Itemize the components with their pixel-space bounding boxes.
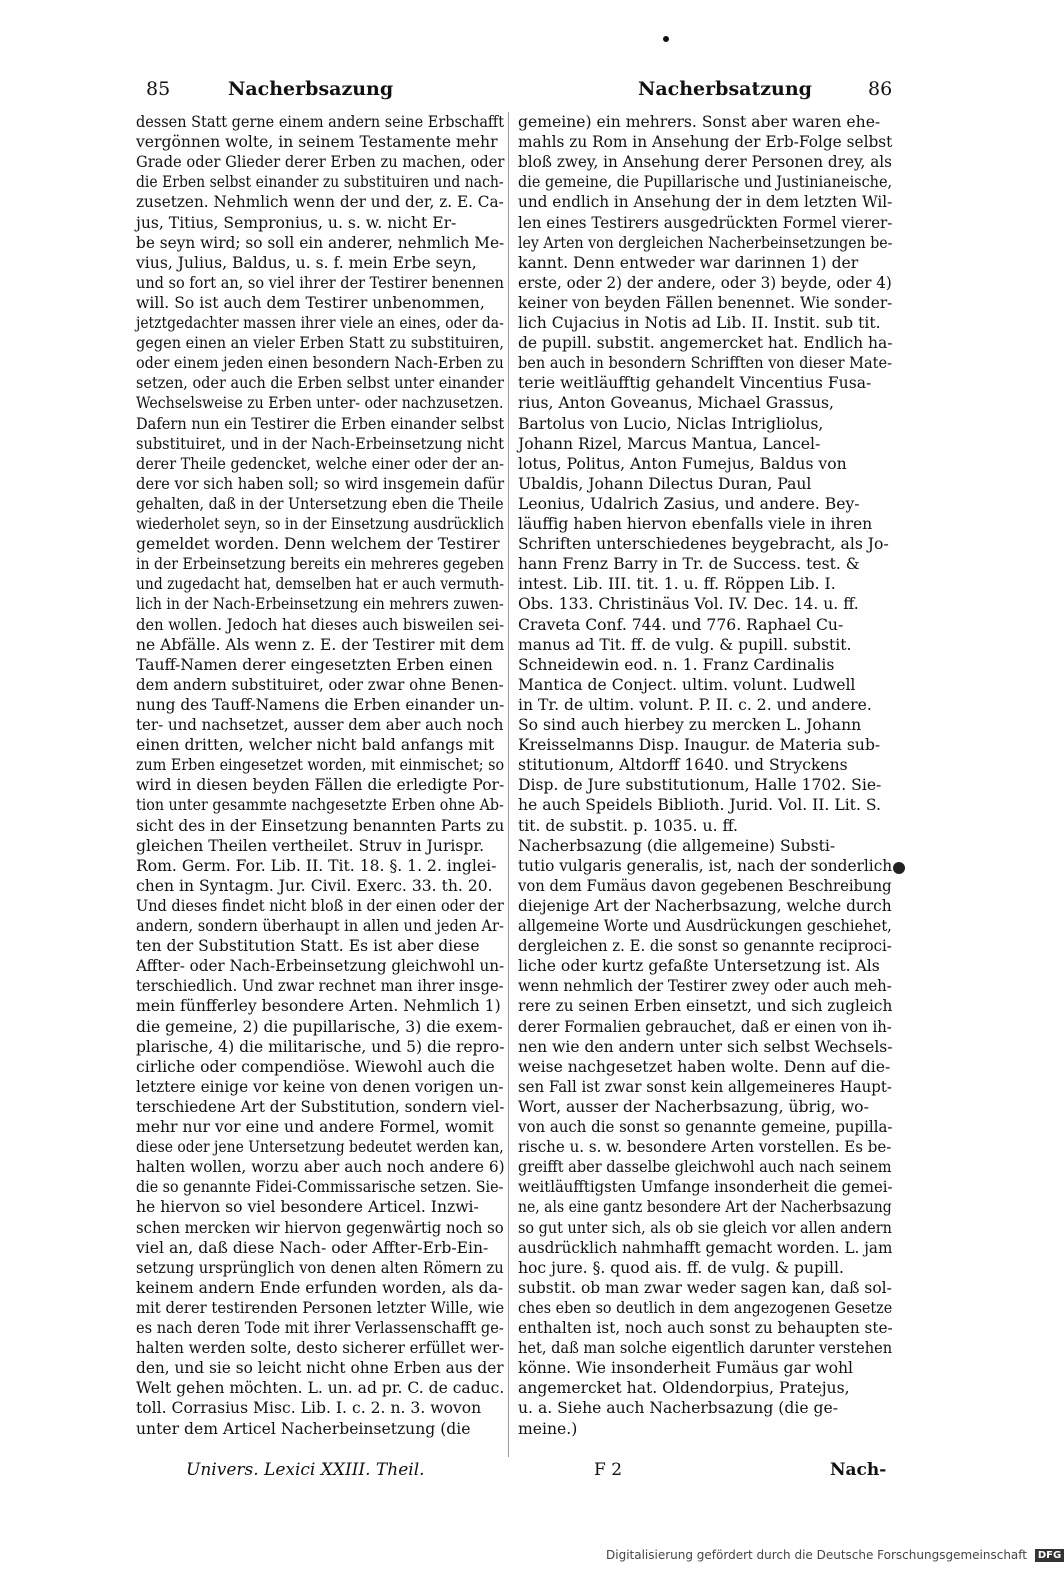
text-line: vergönnen wolte, in seinem Testamente mehr <box>136 133 498 152</box>
text-line: mahls zu Rom in Ansehung der Erb-Folge selbst <box>518 133 893 152</box>
text-line: hann Frenz Barry in Tr. de Success. test. & <box>518 555 860 574</box>
text-line: rische u. s. w. besondere Arten vorstellen. Es be- <box>518 1138 892 1157</box>
dfg-logo: DFG <box>1035 1549 1064 1562</box>
text-line: Ubaldis, Johann Dilectus Duran, Paul <box>518 474 812 493</box>
text-line: diese oder jene Untersetzung bedeutet werden kan, <box>136 1138 504 1157</box>
text-line: ten der Substitution Statt. Es ist aber diese <box>136 937 480 956</box>
text-line: weitläufftigsten Umfange insonderheit die gemei- <box>518 1178 893 1197</box>
text-line: len eines Testirers ausgedrückten Formel vierer- <box>518 213 893 232</box>
text-line: so gut unter sich, als ob sie gleich vor allen andern <box>518 1218 892 1237</box>
text-line: letztere einige vor keine von denen vorigen un- <box>136 1077 504 1096</box>
text-line: angemercket hat. Oldendorpius, Pratejus, <box>518 1379 850 1398</box>
text-line: dere vor sich haben soll; so wird insgemein dafür <box>136 474 505 493</box>
text-line: u. a. Siehe auch Nacherbsazung (die ge- <box>518 1399 839 1418</box>
text-line: Leonius, Udalrich Zasius, und andere. Bey- <box>518 494 860 513</box>
text-line: cirliche oder compendiöse. Wiewohl auch die <box>136 1057 495 1076</box>
text-line: Bartolus von Lucio, Niclas Intrigliolus, <box>518 414 824 433</box>
text-line: zusetzen. Nehmlich wenn der und der, z. E. Ca- <box>136 193 504 212</box>
text-line: mein fünfferley besondere Arten. Nehmlich 1) <box>136 997 501 1016</box>
text-line: es nach deren Tode mit ihrer Verlassenschafft ge- <box>136 1319 504 1337</box>
text-line: in Tr. de ultim. volunt. P. II. c. 2. und andere. <box>518 695 872 714</box>
text-line: rius, Anton Goveanus, Michael Grassus, <box>518 394 834 413</box>
text-line: Kreisselmanns Disp. Inaugur. de Materia sub- <box>518 736 881 755</box>
text-line: stitutionum, Altdorff 1640. und Stryckens <box>518 756 848 775</box>
text-line: de pupill. substit. angemercket hat. Endlich ha- <box>518 334 893 353</box>
right-running-title: Nacherbsatzung <box>638 78 812 100</box>
text-line: von dem Fumäus davon gegebenen Beschreibung <box>518 876 892 895</box>
text-line: derer Theile gedencket, welche einer oder der an- <box>136 454 505 473</box>
text-line: dessen Statt gerne einem andern seine Erbschafft <box>136 113 505 131</box>
left-page-number: 85 <box>146 78 171 100</box>
text-line: jus, Titius, Sempronius, u. s. w. nicht Er- <box>136 213 457 232</box>
text-line: So sind auch hierbey zu mercken L. Johann <box>518 716 862 734</box>
text-line: Mantica de Conject. ultim. volunt. Ludwell <box>518 675 856 694</box>
digitization-credit <box>606 1548 1064 1562</box>
text-line: und so fort an, so viel ihrer der Testirer benennen <box>136 273 505 292</box>
text-line: Craveta Conf. 744. und 776. Raphael Cu- <box>518 615 844 634</box>
text-line: liche oder kurtz gefaßte Untersetzung ist. Als <box>518 957 880 976</box>
text-line: hoc jure. §. quod ais. ff. de vulg. & pupill. <box>518 1258 844 1277</box>
text-line: in der Erbeinsetzung bereits ein mehreres gegeben <box>136 555 504 574</box>
text-line: het, daß man solche eigentlich darunter verstehen <box>518 1339 893 1358</box>
text-line: Schneidewin eod. n. 1. Franz Cardinalis <box>518 655 835 674</box>
text-line: schen mercken wir hiervon gegenwärtig noch so <box>136 1218 504 1237</box>
text-line: lich in der Nach-Erbeinsetzung ein mehrers zuwen- <box>136 595 504 614</box>
text-line: Dafern nun ein Testirer die Erben einander selbst <box>136 414 505 433</box>
text-line: und endlich in Ansehung der in dem letzten Wil- <box>518 193 893 212</box>
text-line: keinem andern Ende erfunden worden, als da- <box>136 1278 504 1297</box>
text-line: rere zu seinen Erben einsetzt, und sich zugleich <box>518 997 893 1016</box>
text-line: sicht des in der Einsetzung benannten Parts zu <box>136 816 505 835</box>
text-line: toll. Corrasius Misc. Lib. I. c. 2. n. 3. wovon <box>136 1399 482 1418</box>
text-line: nung des Tauff-Namens die Erben einander un- <box>136 695 505 714</box>
text-line: Wechselsweise zu Erben unter- oder nachzusetzen. <box>136 394 504 413</box>
text-line: läuffig haben hiervon ebenfalls viele in ihren <box>518 515 873 533</box>
text-line: lotus, Politus, Anton Fumejus, Baldus von <box>518 454 847 473</box>
text-line: will. So ist auch dem Testirer unbenommen, <box>136 293 485 312</box>
text-line: greifft aber dasselbe gleichwohl auch nach seinem <box>518 1158 892 1177</box>
text-line: plarische, 4) die militarische, und 5) die repro- <box>136 1037 505 1056</box>
text-line: chen in Syntagm. Jur. Civil. Exerc. 33. th. 20. <box>136 876 493 895</box>
text-line: wird in diesen beyden Fällen die erledigte Por- <box>136 776 505 795</box>
text-line: könne. Wie insonderheit Fumäus gar wohl <box>518 1359 854 1378</box>
right-page-number: 86 <box>868 78 893 100</box>
text-line: Grade oder Glieder derer Erben zu machen, oder <box>136 153 505 172</box>
text-line: Johann Rizel, Marcus Mantua, Lancel- <box>518 434 821 453</box>
text-line: halten wollen, worzu aber auch noch andere 6) <box>136 1158 505 1177</box>
text-line: gehalten, daß in der Untersetzung eben die Theile <box>136 494 504 513</box>
text-line: lich Cujacius in Notis ad Lib. II. Instit. sub tit. <box>518 314 881 332</box>
text-line: ausdrücklich nahmhafft gemacht worden. L. jam <box>518 1238 893 1257</box>
text-line: mehr nur vor eine und andere Formel, womit <box>136 1118 494 1136</box>
text-line: meine.) <box>518 1419 578 1438</box>
signature-mark: F 2 <box>594 1460 623 1480</box>
text-line: jetztgedachter massen ihrer viele an eines, oder da- <box>136 314 504 332</box>
text-line: tit. de substit. p. 1035. u. ff. <box>518 816 738 835</box>
text-line: tion unter gesammte nachgesetzte Erben ohne Ab- <box>136 796 504 815</box>
text-line: erste, oder 2) der andere, oder 3) beyde, oder 4) <box>518 273 892 292</box>
text-line: intest. Lib. III. tit. 1. u. ff. Röppen Lib. I. <box>518 575 836 594</box>
text-line: mit derer testirenden Personen letzter Wille, wie <box>136 1298 505 1317</box>
text-line: Affter- oder Nach-Erbeinsetzung gleichwohl un- <box>136 957 505 976</box>
text-line: Tauff-Namen derer eingesetzten Erben einen <box>136 655 493 674</box>
text-line: vius, Julius, Baldus, u. s. f. mein Erbe seyn, <box>136 253 477 272</box>
text-line: setzen, oder auch die Erben selbst unter einander <box>136 374 504 393</box>
text-line: ne, als eine gantz besondere Art der Nacherbsazung <box>518 1198 892 1217</box>
text-line: sen Fall ist zwar sonst kein allgemeineres Haupt- <box>518 1077 892 1096</box>
text-line: die Erben selbst einander zu substituiren und nach- <box>136 173 504 192</box>
text-line: setzung ursprünglich von denen alten Römern zu <box>136 1258 504 1277</box>
text-line: bloß zwey, in Ansehung derer Personen drey, als <box>518 153 893 172</box>
catchword: Nach- <box>830 1460 887 1480</box>
left-running-title: Nacherbsazung <box>228 78 394 100</box>
text-line: viel an, daß diese Nach- oder Affter-Erb-Ein- <box>136 1238 489 1257</box>
text-line: nen wie den andern unter sich selbst Wechsels- <box>518 1037 893 1056</box>
text-line: he hiervon so viel besondere Articel. Inzwi- <box>136 1198 479 1217</box>
text-line: keiner von beyden Fällen benennet. Wie sonder- <box>518 293 893 312</box>
text-line: wiederholet seyn, so in der Einsetzung ausdrücklich <box>136 515 505 533</box>
text-line: Wort, ausser der Nacherbsazung, übrig, wo- <box>518 1097 869 1116</box>
column-divider <box>508 112 509 1457</box>
text-line: terschiedlich. Und zwar rechnet man ihrer insge- <box>136 977 504 996</box>
text-line: gemeldet worden. Denn welchem der Testirer <box>136 535 500 554</box>
text-line: Welt gehen möchten. L. un. ad pr. C. de caduc. <box>136 1379 505 1398</box>
text-line: enthalten ist, noch auch sonst zu behaupten ste- <box>518 1319 893 1337</box>
text-line: ches eben so deutlich in dem angezogenen Gesetze <box>518 1298 893 1317</box>
text-line: Schriften unterschiedenes beygebracht, als Jo- <box>518 535 889 554</box>
text-line: ley Arten von dergleichen Nacherbeinsetzungen be- <box>518 233 893 252</box>
text-line: weise nachgesetzet haben wolte. Denn auf die- <box>518 1057 891 1076</box>
text-line: Nacherbsazung (die allgemeine) Substi- <box>518 836 836 855</box>
text-line: terie weitläufftig gehandelt Vincentius Fusa- <box>518 374 872 393</box>
text-line: ter- und nachsetzet, ausser dem aber auch noch <box>136 716 504 734</box>
text-line: derer Formalien gebrauchet, daß er einen von ih- <box>518 1017 892 1036</box>
text-line: andern, sondern überhaupt in allen und jeden Ar- <box>136 917 504 935</box>
text-line: den wollen. Jedoch hat dieses auch bisweilen sei- <box>136 615 505 634</box>
text-line: be seyn wird; so soll ein anderer, nehmlich Me- <box>136 233 505 252</box>
text-line: wenn nehmlich der Testirer zwey oder auch meh- <box>518 977 892 996</box>
text-line: ben auch in besondern Schrifften von dieser Mate- <box>518 354 892 373</box>
text-line: gleichen Theilen vertheilet. Struv in Jurispr. <box>136 836 485 855</box>
credit-text: Digitalisierung gefördert durch die Deutsche Forschungsgemeinschaft <box>606 1548 1028 1562</box>
text-line: Obs. 133. Christinäus Vol. IV. Dec. 14. u. ff. <box>518 595 859 614</box>
text-line: einen dritten, welcher nicht bald anfangs mit <box>136 736 495 755</box>
text-line: ne Abfälle. Als wenn z. E. der Testirer mit dem <box>136 635 505 654</box>
text-line: zum Erben eingesetzet worden, mit einmischet; so <box>136 756 505 775</box>
text-line: Rom. Germ. For. Lib. II. Tit. 18. §. 1. 2. inglei- <box>136 856 497 875</box>
text-line: dergleichen z. E. die sonst so genannte reciproci- <box>518 937 892 956</box>
text-line: die gemeine, 2) die pupillarische, 3) die exem- <box>136 1017 503 1036</box>
text-line: diejenige Art der Nacherbsazung, welche durch <box>518 896 892 915</box>
text-line: terschiedene Art der Substitution, sondern viel- <box>136 1097 505 1116</box>
ink-dot <box>663 36 669 42</box>
text-line: he auch Speidels Biblioth. Jurid. Vol. II. Lit. S. <box>518 796 881 815</box>
text-line: unter dem Articel Nacherbeinsetzung (die <box>136 1419 471 1438</box>
text-line: Disp. de Jure substitutionum, Halle 1702. Sie- <box>518 776 882 795</box>
text-line: Und dieses findet nicht bloß in der einen oder der <box>136 896 504 915</box>
text-line: die gemeine, die Pupillarische und Justinianeische, <box>518 173 893 192</box>
text-line: oder einem jeden einen besondern Nach-Erben zu <box>136 354 504 373</box>
text-line: den, und sie so leicht nicht ohne Erben aus der <box>136 1359 504 1378</box>
text-line: kannt. Denn entweder war darinnen 1) der <box>518 253 859 272</box>
text-line: gegen einen an vieler Erben Statt zu substituiren, <box>136 334 505 353</box>
text-line: halten werden solte, desto sicherer erfüllet wer- <box>136 1339 505 1358</box>
ink-blot <box>893 862 905 874</box>
text-line: substit. ob man zwar weder sagen kan, daß sol- <box>518 1278 892 1297</box>
text-line: und zugedacht hat, demselben hat er auch vermuth- <box>136 575 505 594</box>
text-line: die so genannte Fidei-Commissarische setzen. Sie- <box>136 1178 504 1197</box>
text-line: allgemeine Worte und Ausdrückungen geschiehet, <box>518 917 892 935</box>
text-line: substituiret, und in der Nach-Erbeinsetzung nicht <box>136 434 505 453</box>
signature-line: Univers. Lexici XXIII. Theil. <box>186 1460 425 1480</box>
text-line: tutio vulgaris generalis, ist, nach der sonderlich <box>518 856 893 875</box>
text-line: von auch die sonst so genannte gemeine, pupilla- <box>518 1118 893 1136</box>
text-line: manus ad Tit. ff. de vulg. & pupill. substit. <box>518 635 852 654</box>
text-line: dem andern substituiret, oder zwar ohne Benen- <box>136 675 504 694</box>
text-line: gemeine) ein mehrers. Sonst aber waren ehe- <box>518 113 881 131</box>
